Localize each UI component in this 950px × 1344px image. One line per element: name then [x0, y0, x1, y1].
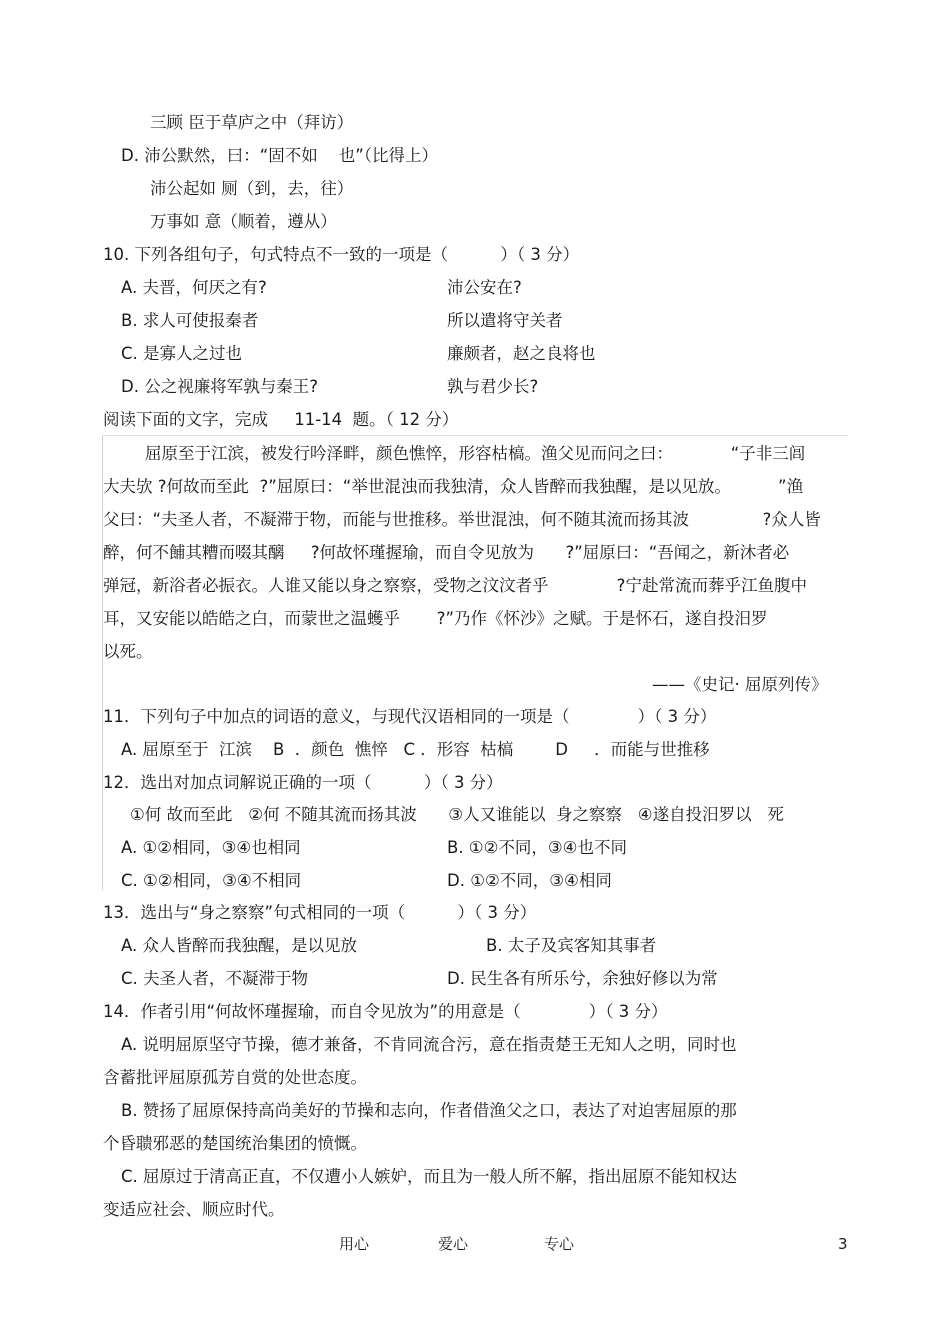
page-number: 3 — [838, 1235, 848, 1253]
option: B. ①②不同，③④也不同 — [447, 838, 627, 857]
footer-text: 专心 — [544, 1235, 575, 1253]
option: C. 屈原过于清高正直，不仅遭小人嫉妒，而且为一般人所不解，指出屈原不能知权达 — [121, 1167, 738, 1186]
option: A. 夫晋，何厌之有? — [121, 278, 267, 297]
option: A. ①②相同，③④也相同 — [121, 838, 301, 857]
option: C. 夫圣人者，不凝滞于物 — [121, 969, 309, 988]
question-13: 13．选出与“身之察察”句式相同的一项（ ）（ 3 分） — [103, 903, 537, 922]
option: D. 民生各有所乐兮，余独好修以为常 — [447, 969, 718, 988]
question-11: 11．下列句子中加点的词语的意义，与现代汉语相同的一项是（ ）（ 3 分） — [103, 707, 717, 726]
option: A. 众人皆醉而我独醒，是以见放 — [121, 936, 357, 955]
option: 所以遣将守关者 — [447, 311, 563, 330]
footer-text: 用心 — [339, 1235, 370, 1253]
passage-line: 弹冠，新浴者必振衣。人谁又能以身之察察，受物之汶汶者乎 ?宁赴常流而葬乎江鱼腹中 — [103, 576, 807, 595]
text-line: D. 沛公默然，曰：“固不如 也”（比得上） — [121, 146, 439, 165]
option: D. ①②不同，③④相同 — [447, 871, 612, 890]
option: 孰与君少长? — [447, 377, 539, 396]
passage-line: 屈原至于江滨，被发行吟泽畔，颜色憔悴，形容枯槁。渔父见而问之曰： “子非三闾 — [145, 444, 806, 463]
option: B. 赞扬了屈原保持高尚美好的节操和志向，作者借渔父之口，表达了对迫害屈原的那 — [121, 1101, 737, 1120]
option-continued: 个昏聩邪恶的楚国统治集团的愤慨。 — [103, 1134, 367, 1153]
question-12: 12．选出对加点词解说正确的一项（ ）（ 3 分） — [103, 773, 503, 792]
options-11: A. 屈原至于 江滨 B ．颜色 憔悴 C ．形容 枯槁 D ．而能与世推移 — [121, 740, 710, 759]
passage-line: 醉，何不餔其糟而啜其醨 ?何故怀瑾握瑜，而自令见放为 ?”屈原曰：“吾闻之，新沐者必 — [103, 543, 790, 562]
option: 廉颇者，赵之良将也 — [447, 344, 596, 363]
text-line: 沛公起如 厕（到，去，往） — [150, 179, 354, 198]
text-line: 万事如 意（顺着，遵从） — [150, 212, 337, 231]
option: B. 求人可使报秦者 — [121, 311, 259, 330]
option: B. 太子及宾客知其事者 — [486, 936, 657, 955]
passage-line: 耳，又安能以皓皓之白，而蒙世之温蠖乎 ?”乃作《怀沙》之赋。于是怀石，遂自投汨罗 — [103, 609, 768, 628]
passage-border-top — [102, 435, 848, 436]
question-14: 14．作者引用“何故怀瑾握瑜，而自令见放为”的用意是（ ）（ 3 分） — [103, 1002, 668, 1021]
option: A. 说明屈原坚守节操，德才兼备，不肯同流合污，意在指责楚王无知人之明，同时也 — [121, 1035, 737, 1054]
passage-line: 以死。 — [103, 642, 153, 661]
option-continued: 变适应社会、顺应时代。 — [103, 1200, 285, 1219]
option: 沛公安在? — [447, 278, 522, 297]
passage-source: ——《史记· 屈原列传》 — [652, 675, 828, 694]
question-12-items: ①何 故而至此 ②何 不随其流而扬其波 ③人又谁能以 身之察察 ④遂自投汨罗以 死 — [130, 805, 784, 824]
reading-intro: 阅读下面的文字，完成 11-14 题。（ 12 分） — [103, 410, 459, 429]
option-continued: 含蓄批评屈原孤芳自赏的处世态度。 — [103, 1068, 367, 1087]
passage-line: 大夫欤 ?何故而至此 ?”屈原曰：“举世混浊而我独清，众人皆醉而我独醒，是以见放。 ”渔 — [103, 477, 804, 496]
text-line: 三顾 臣于草庐之中（拜访） — [150, 113, 354, 132]
passage-line: 父曰：“夫圣人者，不凝滞于物，而能与世推移。举世混浊，何不随其流而扬其波 ?众人皆 — [103, 510, 821, 529]
option: C. ①②相同，③④不相同 — [121, 871, 302, 890]
option: D. 公之视廉将军孰与秦王? — [121, 377, 318, 396]
question-10: 10. 下列各组句子，句式特点不一致的一项是（ ）（ 3 分） — [103, 245, 580, 264]
option: C. 是寡人之过也 — [121, 344, 243, 363]
footer-text: 爱心 — [438, 1235, 469, 1253]
